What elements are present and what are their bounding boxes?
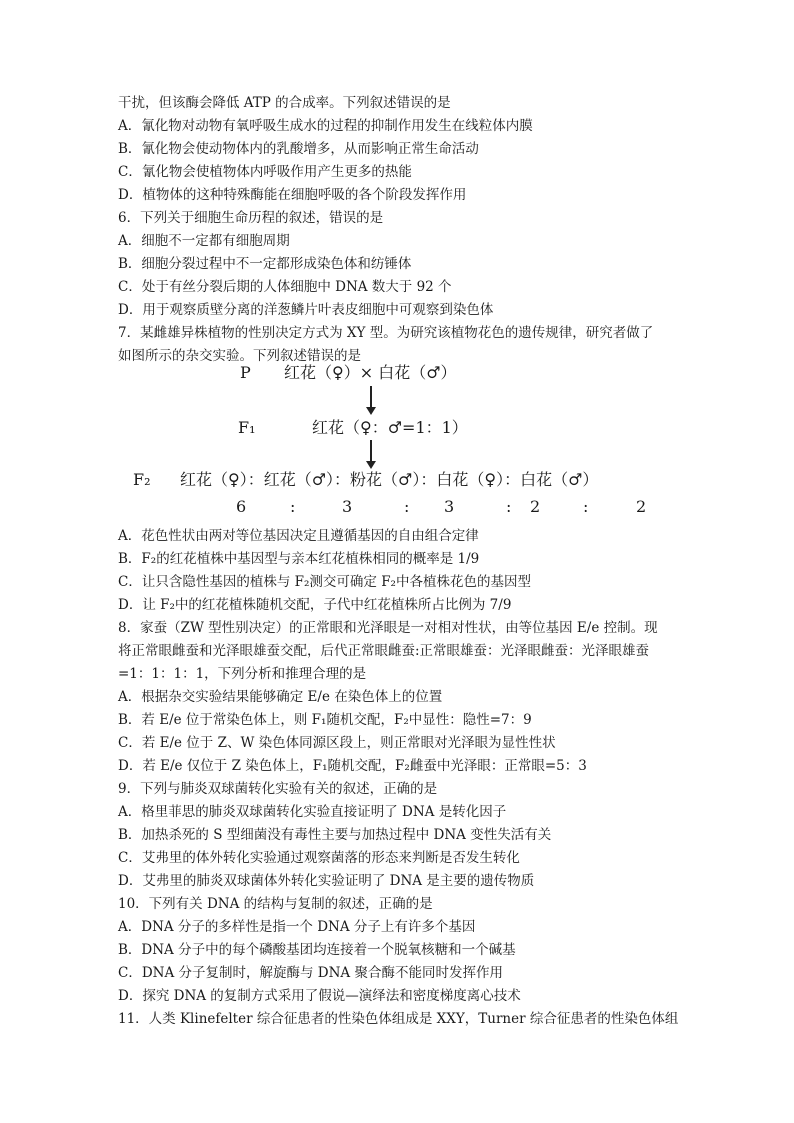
ratio-value: 2 bbox=[636, 497, 647, 516]
ratio-separator: : bbox=[506, 497, 512, 516]
text-line: B．细胞分裂过程中不一定都形成染色体和纺锤体 bbox=[118, 256, 412, 272]
text-line: D．植物体的这种特殊酶能在细胞呼吸的各个阶段发挥作用 bbox=[118, 187, 467, 203]
text-line: B．DNA 分子中的每个磷酸基团均连接着一个脱氧核糖和一个碱基 bbox=[118, 942, 516, 958]
text-line: D．探究 DNA 的复制方式采用了假说—演绎法和密度梯度离心技术 bbox=[118, 988, 521, 1004]
text-line: A．格里菲思的肺炎双球菌转化实验直接证明了 DNA 是转化因子 bbox=[118, 804, 507, 820]
text-line: 干扰，但该酶会降低 ATP 的合成率。下列叙述错误的是 bbox=[118, 95, 451, 111]
text-line: A．根据杂交实验结果能够确定 E/e 在染色体上的位置 bbox=[118, 689, 443, 705]
f2-label: F₂ bbox=[133, 470, 151, 489]
ratio-separator: : bbox=[404, 497, 410, 516]
text-line: C．艾弗里的体外转化实验通过观察菌落的形态来判断是否发生转化 bbox=[118, 850, 520, 866]
text-line: C．处于有丝分裂后期的人体细胞中 DNA 数大于 92 个 bbox=[118, 279, 452, 295]
p-label: P bbox=[240, 363, 251, 382]
text-line: 将正常眼雌蚕和光泽眼雄蚕交配，后代正常眼雌蚕:正常眼雄蚕：光泽眼雌蚕：光泽眼雄蚕 bbox=[118, 643, 650, 659]
ratio-separator: : bbox=[583, 497, 589, 516]
question-7: 7．某雌雄异株植物的性别决定方式为 XY 型。为研究该植物花色的遗传规律，研究者做了 bbox=[118, 325, 654, 341]
question-9: 9．下列与肺炎双球菌转化实验有关的叙述，正确的是 bbox=[118, 781, 438, 797]
ratio-separator: : bbox=[290, 497, 296, 516]
text-line: B．F₂的红花植株中基因型与亲本红花植株相同的概率是 1/9 bbox=[118, 551, 480, 567]
arrow-down-icon bbox=[370, 440, 372, 462]
question-11: 11．人类 Klinefelter 综合征患者的性染色体组成是 XXY，Turner 综合征患者的性染色体组 bbox=[118, 1011, 679, 1027]
f1-label: F₁ bbox=[238, 418, 256, 437]
text-line: D．艾弗里的肺炎双球菌体外转化实验证明了 DNA 是主要的遗传物质 bbox=[118, 873, 535, 889]
text-line: D．让 F₂中的红花植株随机交配，子代中红花植株所占比例为 7/9 bbox=[118, 597, 512, 613]
arrow-down-icon bbox=[370, 386, 372, 408]
text-line: B．氰化物会使动物体内的乳酸增多，从而影响正常生命活动 bbox=[118, 141, 479, 157]
text-line: 如图所示的杂交实验。下列叙述错误的是 bbox=[118, 348, 361, 364]
text-line: C．DNA 分子复制时，解旋酶与 DNA 聚合酶不能同时发挥作用 bbox=[118, 965, 503, 981]
text-line: B．加热杀死的 S 型细菌没有毒性主要与加热过程中 DNA 变性失活有关 bbox=[118, 827, 552, 843]
text-line: C．若 E/e 位于 Z、W 染色体同源区段上，则正常眼对光泽眼为显性性状 bbox=[118, 735, 556, 751]
text-line: D．用于观察质壁分离的洋葱鳞片叶表皮细胞中可观察到染色体 bbox=[118, 302, 494, 318]
text-line: D．若 E/e 仅位于 Z 染色体上，F₁随机交配，F₂雌蚕中光泽眼：正常眼=5：3 bbox=[118, 758, 587, 774]
text-line: A．细胞不一定都有细胞周期 bbox=[118, 233, 290, 249]
text-line: C．氰化物会使植物体内呼吸作用产生更多的热能 bbox=[118, 164, 412, 180]
text-line: C．让只含隐性基因的植株与 F₂测交可确定 F₂中各植株花色的基因型 bbox=[118, 574, 531, 590]
question-8: 8．家蚕（ZW 型性别决定）的正常眼和光泽眼是一对相对性状，由等位基因 E/e 控制。现 bbox=[118, 620, 658, 636]
text-line: A．花色性状由两对等位基因决定且遵循基因的自由组合定律 bbox=[118, 528, 479, 544]
ratio-value: 3 bbox=[444, 497, 455, 516]
text-line: A．DNA 分子的多样性是指一个 DNA 分子上有许多个基因 bbox=[118, 919, 476, 935]
question-6: 6．下列关于细胞生命历程的叙述，错误的是 bbox=[118, 210, 384, 226]
f1-text: 红花（♀：♂=1：1） bbox=[312, 418, 468, 437]
text-line: A．氰化物对动物有氧呼吸生成水的过程的抑制作用发生在线粒体内膜 bbox=[118, 118, 533, 134]
text-line: B．若 E/e 位于常染色体上，则 F₁随机交配，F₂中显性：隐性=7：9 bbox=[118, 712, 532, 728]
ratio-value: 6 bbox=[236, 497, 247, 516]
ratio-value: 3 bbox=[342, 497, 353, 516]
f2-text: 红花（♀）：红花（♂）：粉花（♂）：白花（♀）：白花（♂） bbox=[180, 470, 599, 489]
ratio-value: 2 bbox=[530, 497, 541, 516]
question-10: 10．下列有关 DNA 的结构与复制的叙述，正确的是 bbox=[118, 896, 433, 912]
text-line: =1：1：1：1，下列分析和推理合理的是 bbox=[118, 666, 367, 682]
p-cross-text: 红花（♀）× 白花（♂） bbox=[284, 363, 457, 382]
